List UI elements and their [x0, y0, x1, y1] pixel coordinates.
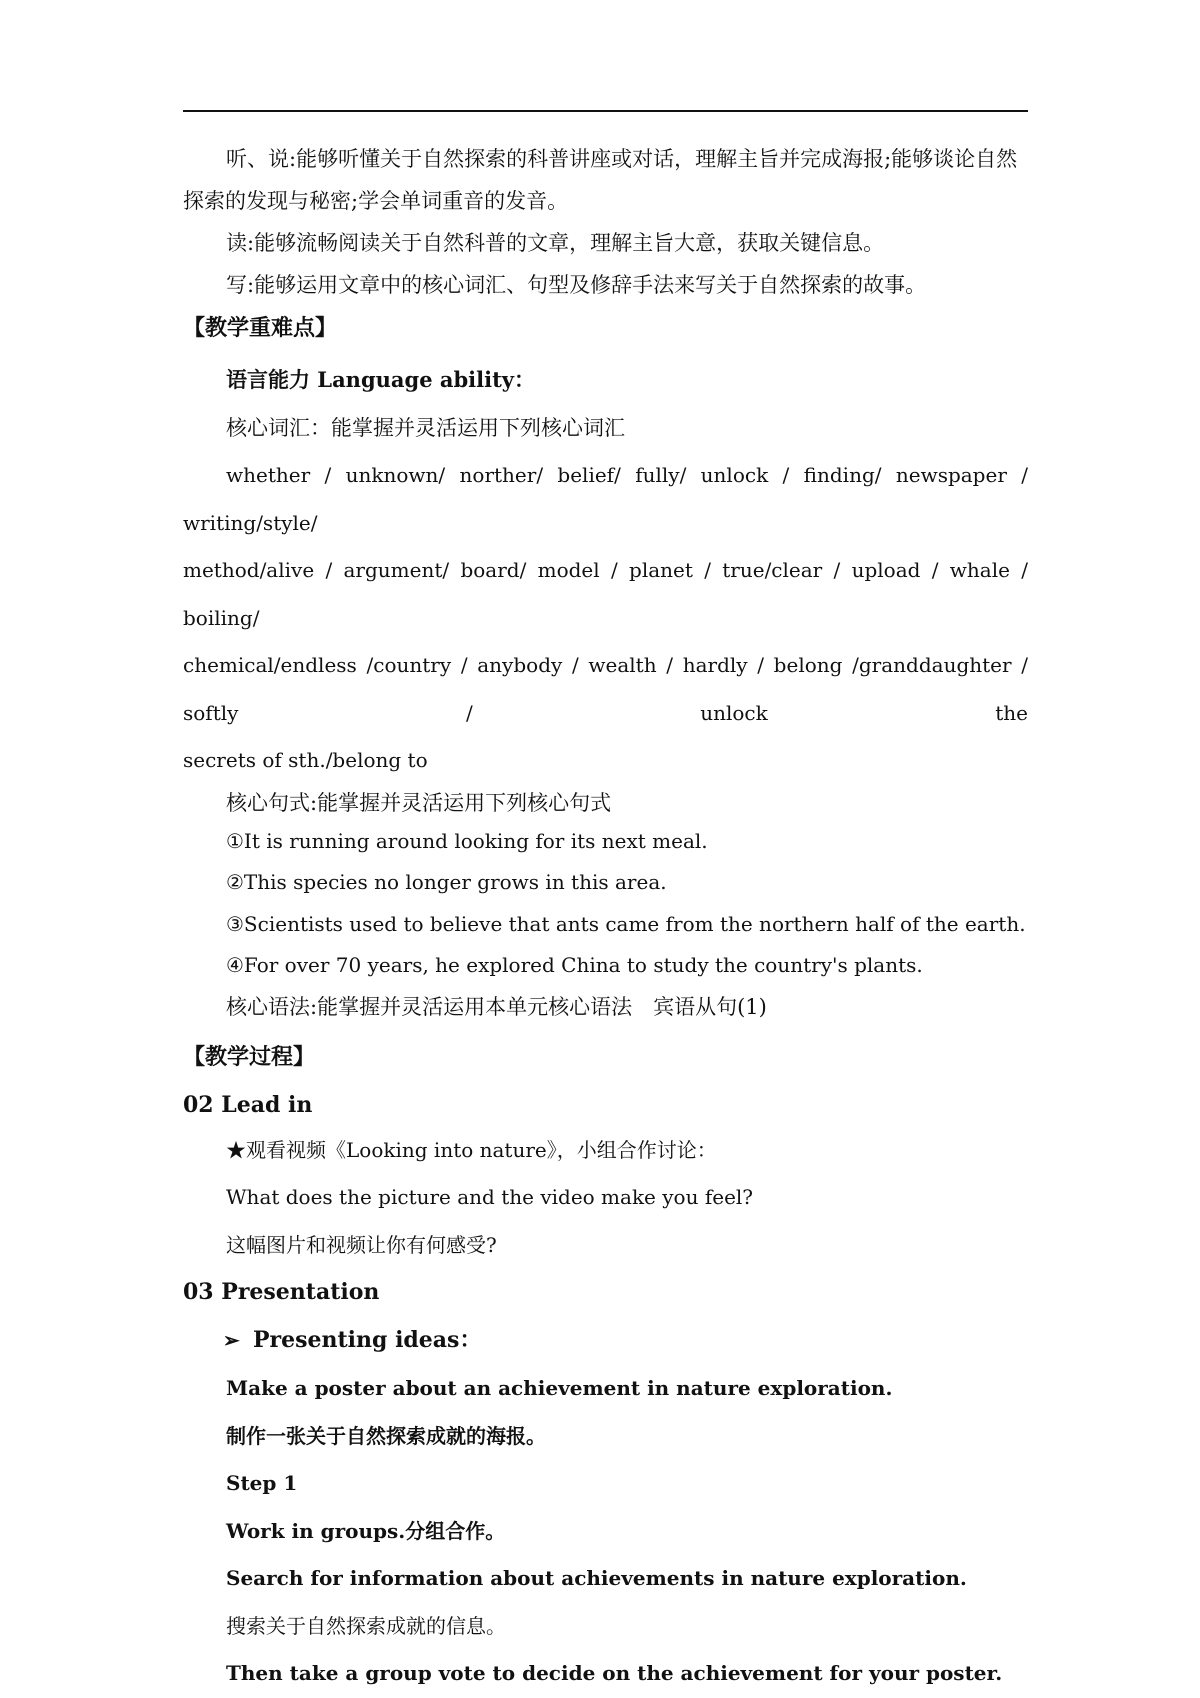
vocab-line-4: secrets of sth./belong to	[183, 748, 428, 772]
work-in-groups: Work in groups.分组合作。	[226, 1518, 506, 1543]
lead-in-task-text: ★观看视频《Looking into nature》，小组合作讨论：	[226, 1137, 717, 1162]
core-sentence-2: ②This species no longer grows in this area.	[226, 870, 667, 894]
process-heading: 【教学过程】	[183, 1043, 316, 1070]
arrow-bullet-icon: ➢	[223, 1328, 240, 1352]
objective-listening-speaking-line-1: 听、说:能够听懂关于自然探索的科普讲座或对话，理解主旨并完成海报;能够谈论自然	[226, 147, 1018, 171]
lead-in-question-en: What does the picture and the video make you feel?	[226, 1185, 754, 1209]
objective-listening-speaking-line-2: 探索的发现与秘密;学会单词重音的发音。	[183, 189, 569, 213]
document-body	[183, 138, 1028, 1698]
search-info-en: Search for information about achievements in nature exploration.	[226, 1566, 967, 1590]
core-sentence-1: ①It is running around looking for its next meal.	[226, 828, 708, 853]
vocab-line-1: whether / unknown/ norther/ belief/ fully/ unlock / finding/ newspaper / writing/style/	[183, 463, 1028, 535]
presentation-title: 03 Presentation	[183, 1279, 380, 1305]
group-vote-en: Then take a group vote to decide on the achievement for your poster.	[226, 1661, 1003, 1685]
presenting-ideas-title: Presenting ideas：	[253, 1327, 482, 1353]
lead-in-question-cn: 这幅图片和视频让你有何感受?	[226, 1232, 497, 1257]
vocab-line-2: method/alive / argument/ board/ model / planet / true/clear / upload / whale / boiling/	[183, 558, 1028, 630]
presenting-ideas-line	[183, 1315, 1028, 1365]
step-label: Step 1	[226, 1471, 298, 1495]
core-sentence-4: ④For over 70 years, he explored China to study the country's plants.	[226, 953, 923, 977]
header-rule	[183, 110, 1028, 112]
core-vocab-label: 核心词汇：能掌握并灵活运用下列核心词汇	[226, 416, 625, 440]
lead-in-task	[183, 1127, 1028, 1175]
poster-task-en: Make a poster about an achievement in nature exploration.	[226, 1376, 893, 1400]
core-sentences-label: 核心句式:能掌握并灵活运用下列核心句式	[226, 790, 612, 815]
objective-reading: 读:能够流畅阅读关于自然科普的文章，理解主旨大意，获取关键信息。	[226, 231, 885, 255]
core-sentence-3: ③Scientists used to believe that ants came from the northern half of the earth.	[226, 911, 1026, 936]
lead-in-title: 02 Lead in	[183, 1091, 313, 1118]
core-grammar: 核心语法:能掌握并灵活运用本单元核心语法 宾语从句(1)	[226, 994, 767, 1019]
language-ability-label: 语言能力 Language ability：	[226, 367, 535, 392]
poster-task-cn: 制作一张关于自然探索成就的海报。	[226, 1423, 546, 1448]
key-points-heading: 【教学重难点】	[183, 315, 338, 341]
search-info-cn: 搜索关于自然探索成就的信息。	[226, 1613, 506, 1638]
objective-writing: 写:能够运用文章中的核心词汇、句型及修辞手法来写关于自然探索的故事。	[226, 273, 927, 297]
vocab-line-3: chemical/endless /country / anybody / wealth / hardly / belong /granddaughter / softly / unlock the	[183, 653, 1028, 725]
